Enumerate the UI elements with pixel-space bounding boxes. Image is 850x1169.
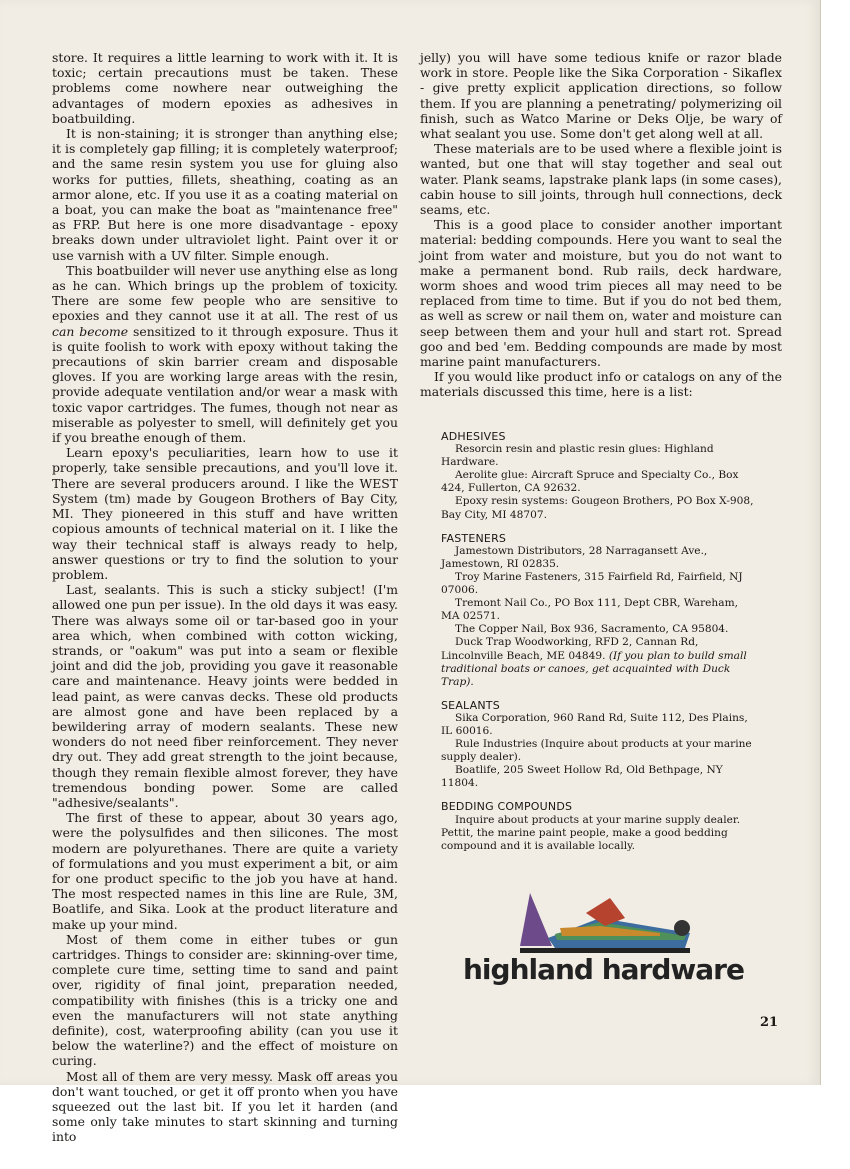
list-item: Resorcin resin and plastic resin glues: Highland Hardware. [441,443,714,469]
paragraph: The first of these to appear, about 30 years ago, were the polysulfides and then silicones. The most modern are polyurethanes. There are quite a variety of formulations and you must experiment a bit, or aim for one product specific to the job you have at hand. The most respected names in this line are Rule, 3M, Boatlife, and Sika. Look at the product literature and make up your mind. [52,810,398,932]
list-item: Rule Industries (Inquire about products at your marine supply dealer). [441,738,752,764]
logo-stripe [520,893,552,946]
list-item [441,636,758,688]
italic-text: can become [52,323,129,339]
list-item: Epoxy resin systems: Gougeon Brothers, PO Box X-908, Bay City, MI 48707. [441,495,754,521]
adhesives-section [441,430,758,522]
paragraph: Last, sealants. This is such a sticky subject! (I'm allowed one pun per issue). In the old days it was easy. There was always some oil or tar-based goo in your area which, when combined with cotton wicking, strands, or "oakum" was put into a seam or flexible joint and did the job, providing you gave it reasonable care and maintenance. Heavy joints were bedded in lead paint, as were canvas decks. These old products are almost gone and have been replaced by a bewildering array of modern sealants. These new wonders do not need fiber reinforcement. They never dry out. They add great strength to the joint because, though they remain flexible almost forever, they have tremendous bonding power. Some are called "adhesive/sealants". [52,582,398,810]
text-run: Duck Trap Woodworking, RFD 2, Cannan Rd, Lincolnville Beach, ME 04849. [441,636,699,662]
logo-wordmark: highland hardware [463,953,744,986]
paragraph: Learn epoxy's peculiarities, learn how to use it properly, take sensible precautions, and you'll love it. There are several producers around. I like the WEST System (tm) made by Gougeon Brothers of Bay City, MI. They pioneered in this stuff and have written copious amounts of technical material on it. I like the way their technical staff is always ready to help, answer questions or try to find the solution to your problem. [52,445,398,582]
logo-stripes [520,893,690,953]
paragraph: These materials are to be used where a flexible joint is wanted, but one that will stay together and seal out water. Plank seams, lapstrake plank laps (in some cases), cabin house to sill joints, through hull connections, deck seams, etc. [420,141,782,218]
text-run: sensitized to it through exposure. Thus it is quite foolish to work with epoxy without taking the precautions of skin barrier cream and disposable gloves. If you are working large areas with the resin, provide adequate ventilation and/or wear a mask with toxic vapor cartridges. The fumes, though not near as miserable as polyester to smell, will definitely get you if you breathe enough of them. [52,323,398,446]
paragraph: store. It requires a little learning to work with it. It is toxic; certain precautions must be taken. These problems come nowhere near outweighing the advantages of modern epoxies as adhesives in boatbuilding. [52,50,398,126]
list-item: Troy Marine Fasteners, 315 Fairfield Rd, Fairfield, NJ 07006. [441,570,743,597]
section-heading: BEDDING COMPOUNDS [441,800,573,814]
paragraph: Most all of them are very messy. Mask off areas you don't want touched, or get it off pronto when you have squeezed out the last bit. If you let it harden (and some only take minutes to start skinning and turning into [52,1068,398,1145]
paragraph: If you would like product info or catalogs on any of the materials discussed this time, here is a list: [420,369,782,400]
list-item: Boatlife, 205 Sweet Hollow Rd, Old Bethpage, NY 11804. [441,764,723,790]
list-item: Inquire about products at your marine supply dealer. Pettit, the marine paint people, make a good bedding compound and it is available locally. [441,813,741,852]
list-item: Aerolite glue: Aircraft Spruce and Specialty Co., Box 424, Fullerton, CA 92632. [441,469,739,495]
section-heading: SEALANTS [441,698,500,712]
section-heading: FASTENERS [441,531,507,545]
list-item: Tremont Nail Co., PO Box 111, Dept CBR, Wareham, MA 02571. [441,597,738,623]
sealants-section [441,699,758,791]
list-item: The Copper Nail, Box 936, Sacramento, CA 95804. [455,623,729,636]
right-column [420,50,782,400]
paragraph [52,263,398,445]
logo-knob [674,920,690,936]
italic-note: (If you plan to build small traditional boats or canoes, get acquainted with Duck Trap). [441,649,747,688]
section-heading: ADHESIVES [441,430,506,443]
list-item: Sika Corporation, 960 Rand Rd, Suite 112, Des Plains, IL 60016. [441,711,748,737]
paragraph: Most of them come in either tubes or gun cartridges. Things to consider are: skinning-over time, complete cure time, setting time to sand and paint over, rigidity of final joint, preparation needed, compatibility with finishes (this is a tricky one and even the manufacturers will not state anything definite), cost, waterproofing ability (can you use it below the waterline?) and the effect of moisture on curing. [52,931,398,1069]
page-number: 21 [760,1015,779,1030]
bedding-section [441,800,758,852]
list-item: Jamestown Distributors, 28 Narragansett Ave., Jamestown, RI 02835. [441,544,708,570]
fasteners-section [441,532,758,689]
text-run: This boatbuilder will never use anything else as long as he can. Which brings up the problem of toxicity. There are some few people who are sensitive to epoxies and they cannot use it at all. The rest of us [52,262,398,324]
paragraph: This is a good place to consider another important material: bedding compounds. Here you want to seal the joint from water and moisture, but you do not want to make a permanent bond. Rub rails, deck hardware, worm shoes and wood trim pieces all may need to be replaced from time to time. But if you do not bed them, as well as screw or nail them on, water and moisture can seep between them and your hull and start rot. Spread goo and bed 'em. Bedding compounds are made by most marine paint manufacturers. [420,217,782,370]
paragraph: jelly) you will have some tedious knife or razor blade work in store. People like the Sika Corporation - Sikaflex - give pretty explicit application directions, so follow them. If you are planning a penetrating/ polymerizing oil finish, such as Watco Marine or Deks Olje, be wary of what sealant you use. Some don't get along well at all. [420,50,782,142]
paragraph: It is non-staining; it is stronger than anything else; it is completely gap filling; it is completely waterproof; and the same resin system you use for gluing also works for putties, fillets, sheathing, coating as an armor alone, etc. If you use it as a coating material on a boat, you can make the boat as "maintenance free" as FRP. But here is one more disadvantage - epoxy breaks down under ultraviolet light. Paint over it or use varnish with a UV filter. Simple enough. [52,126,398,263]
left-column [52,50,398,1145]
resource-list [441,430,758,863]
